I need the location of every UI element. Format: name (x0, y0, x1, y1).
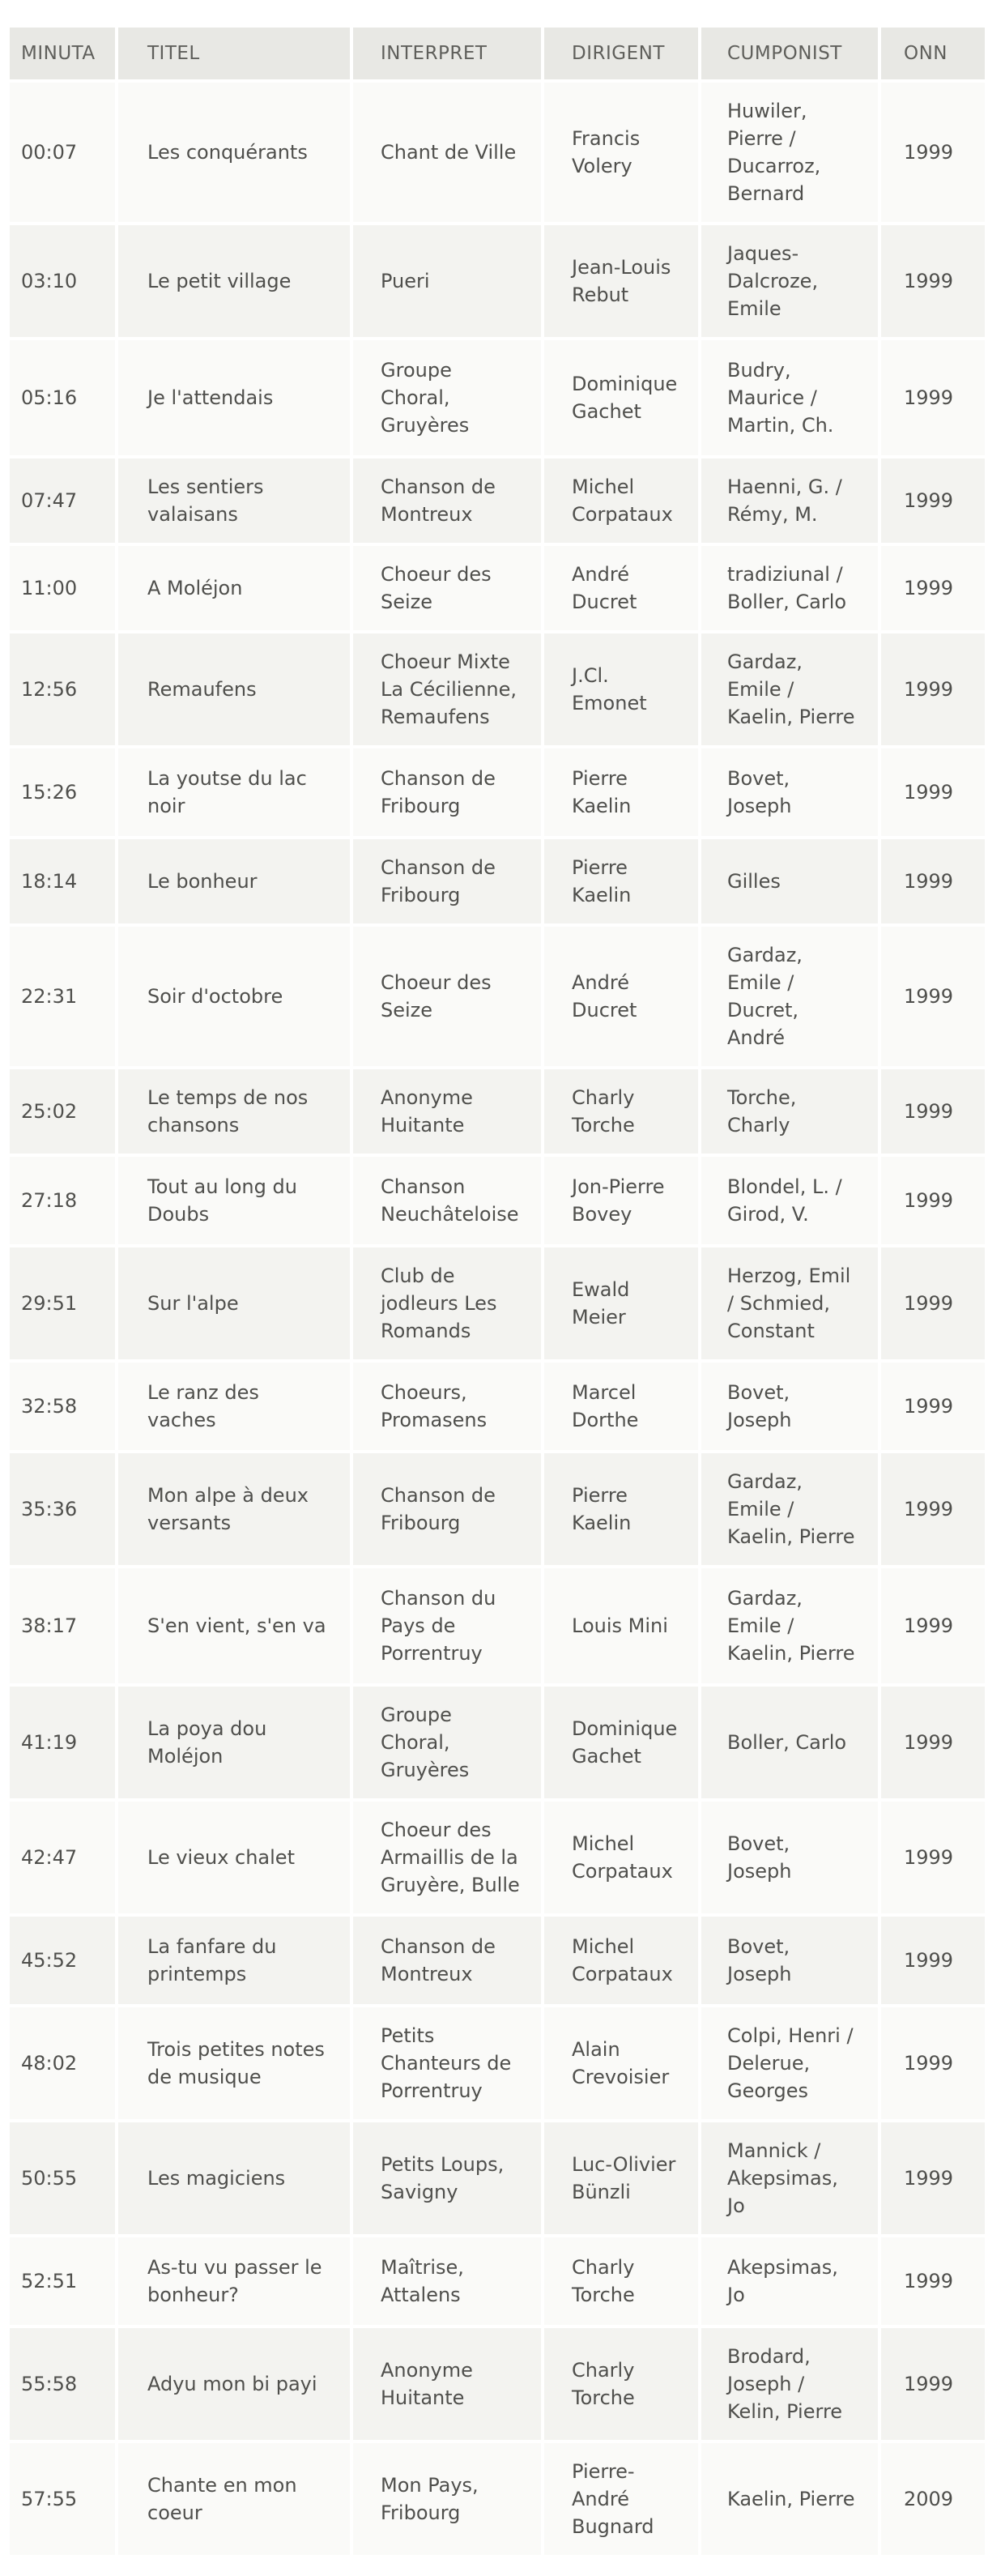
table-row (10, 337, 985, 455)
cell-interpret: Chanson de Fribourg (353, 1450, 541, 1565)
cell-interpret: Anonyme Huitante (353, 1066, 541, 1154)
cell-titel: Adyu mon bi payi (118, 2325, 350, 2440)
cell-dirigent: Charly Torche (544, 1066, 698, 1154)
cell-dirigent: Dominique Gachet (544, 337, 698, 455)
cell-interpret: Groupe Choral, Gruyères (353, 1683, 541, 1798)
cell-dirigent: André Ducret (544, 543, 698, 630)
cell-minuta: 03:10 (10, 222, 115, 337)
cell-cumponist: Colpi, Henri / Delerue, Georges (701, 2004, 878, 2119)
cell-interpret: Chanson de Fribourg (353, 836, 541, 923)
table-row (10, 1565, 985, 1683)
table-row (10, 745, 985, 836)
cell-minuta: 11:00 (10, 543, 115, 630)
cell-cumponist: Akepsimas, Jo (701, 2234, 878, 2325)
cell-onn: 1999 (881, 923, 985, 1066)
cell-minuta: 38:17 (10, 1565, 115, 1683)
cell-minuta: 05:16 (10, 337, 115, 455)
cell-cumponist: Kaelin, Pierre (701, 2440, 878, 2555)
table-row (10, 1450, 985, 1565)
cell-minuta: 27:18 (10, 1154, 115, 1244)
cell-onn: 1999 (881, 1359, 985, 1450)
table-row (10, 2234, 985, 2325)
cell-cumponist: Mannick / Akepsimas, Jo (701, 2119, 878, 2234)
cell-interpret: Chanson de Montreux (353, 1913, 541, 2004)
cell-titel: Le bonheur (118, 836, 350, 923)
cell-interpret: Choeurs, Promasens (353, 1359, 541, 1450)
cell-minuta: 29:51 (10, 1244, 115, 1359)
cell-interpret: Mon Pays, Fribourg (353, 2440, 541, 2555)
cell-dirigent: Michel Corpataux (544, 1798, 698, 1913)
cell-dirigent: Pierre-André Bugnard (544, 2440, 698, 2555)
cell-interpret: Chant de Ville (353, 79, 541, 222)
table-row (10, 1244, 985, 1359)
cell-titel: Soir d'octobre (118, 923, 350, 1066)
cell-interpret: Club de jodleurs Les Romands (353, 1244, 541, 1359)
cell-cumponist: Herzog, Emil / Schmied, Constant (701, 1244, 878, 1359)
cell-onn: 1999 (881, 1450, 985, 1565)
cell-onn: 1999 (881, 222, 985, 337)
cell-titel: Sur l'alpe (118, 1244, 350, 1359)
cell-interpret: Choeur des Seize (353, 923, 541, 1066)
cell-dirigent: Pierre Kaelin (544, 1450, 698, 1565)
table-row (10, 1359, 985, 1450)
cell-titel: Remaufens (118, 630, 350, 745)
cell-onn: 1999 (881, 1244, 985, 1359)
cell-cumponist: Bovet, Joseph (701, 1359, 878, 1450)
cell-minuta: 35:36 (10, 1450, 115, 1565)
cell-titel: Le ranz des vaches (118, 1359, 350, 1450)
cell-cumponist: Blondel, L. / Girod, V. (701, 1154, 878, 1244)
table-row (10, 2325, 985, 2440)
cell-minuta: 52:51 (10, 2234, 115, 2325)
cell-minuta: 07:47 (10, 455, 115, 543)
cell-cumponist: Gardaz, Emile / Kaelin, Pierre (701, 1565, 878, 1683)
cell-onn: 1999 (881, 337, 985, 455)
cell-cumponist: Brodard, Joseph / Kelin, Pierre (701, 2325, 878, 2440)
cell-minuta: 00:07 (10, 79, 115, 222)
cell-cumponist: Gardaz, Emile / Ducret, André (701, 923, 878, 1066)
cell-interpret: Maîtrise, Attalens (353, 2234, 541, 2325)
cell-interpret: Chanson du Pays de Porrentruy (353, 1565, 541, 1683)
cell-onn: 1999 (881, 1066, 985, 1154)
cell-titel: As-tu vu passer le bonheur? (118, 2234, 350, 2325)
cell-titel: Le temps de nos chansons (118, 1066, 350, 1154)
cell-minuta: 25:02 (10, 1066, 115, 1154)
cell-minuta: 42:47 (10, 1798, 115, 1913)
cell-cumponist: Gardaz, Emile / Kaelin, Pierre (701, 1450, 878, 1565)
cell-titel: La poya dou Moléjon (118, 1683, 350, 1798)
cell-titel: Tout au long du Doubs (118, 1154, 350, 1244)
column-header-minuta: MINUTA (10, 24, 115, 79)
column-header-dirigent: DIRIGENT (544, 24, 698, 79)
cell-minuta: 48:02 (10, 2004, 115, 2119)
tracklist-container (8, 24, 980, 2555)
cell-onn: 1999 (881, 1565, 985, 1683)
table-row (10, 836, 985, 923)
cell-dirigent: Michel Corpataux (544, 1913, 698, 2004)
cell-dirigent: Charly Torche (544, 2325, 698, 2440)
cell-interpret: Anonyme Huitante (353, 2325, 541, 2440)
cell-titel: Le petit village (118, 222, 350, 337)
cell-minuta: 55:58 (10, 2325, 115, 2440)
column-header-cumponist: CUMPONIST (701, 24, 878, 79)
cell-dirigent: Ewald Meier (544, 1244, 698, 1359)
cell-titel: Chante en mon coeur (118, 2440, 350, 2555)
cell-dirigent: Jon-Pierre Bovey (544, 1154, 698, 1244)
cell-interpret: Choeur des Seize (353, 543, 541, 630)
cell-onn: 2009 (881, 2440, 985, 2555)
cell-cumponist: Huwiler, Pierre / Ducarroz, Bernard (701, 79, 878, 222)
cell-onn: 1999 (881, 1798, 985, 1913)
cell-dirigent: Michel Corpataux (544, 455, 698, 543)
cell-titel: Les magiciens (118, 2119, 350, 2234)
cell-onn: 1999 (881, 1154, 985, 1244)
cell-cumponist: Torche, Charly (701, 1066, 878, 1154)
cell-interpret: Petits Loups, Savigny (353, 2119, 541, 2234)
table-row (10, 1798, 985, 1913)
cell-dirigent: Charly Torche (544, 2234, 698, 2325)
table-header (10, 24, 985, 79)
cell-dirigent: Pierre Kaelin (544, 836, 698, 923)
cell-titel: A Moléjon (118, 543, 350, 630)
table-row (10, 222, 985, 337)
cell-interpret: Petits Chanteurs de Porrentruy (353, 2004, 541, 2119)
cell-cumponist: Budry, Maurice / Martin, Ch. (701, 337, 878, 455)
table-row (10, 543, 985, 630)
cell-interpret: Chanson Neuchâteloise (353, 1154, 541, 1244)
table-row (10, 1066, 985, 1154)
cell-cumponist: Jaques-Dalcroze, Emile (701, 222, 878, 337)
cell-minuta: 41:19 (10, 1683, 115, 1798)
cell-titel: Les conquérants (118, 79, 350, 222)
header-row (10, 24, 985, 79)
cell-dirigent: J.Cl. Emonet (544, 630, 698, 745)
cell-interpret: Chanson de Fribourg (353, 745, 541, 836)
cell-titel: La fanfare du printemps (118, 1913, 350, 2004)
table-row (10, 1154, 985, 1244)
cell-interpret: Groupe Choral, Gruyères (353, 337, 541, 455)
cell-cumponist: Bovet, Joseph (701, 745, 878, 836)
column-header-titel: TITEL (118, 24, 350, 79)
table-row (10, 79, 985, 222)
cell-onn: 1999 (881, 2004, 985, 2119)
cell-titel: S'en vient, s'en va (118, 1565, 350, 1683)
cell-minuta: 45:52 (10, 1913, 115, 2004)
column-header-onn: ONN (881, 24, 985, 79)
cell-onn: 1999 (881, 836, 985, 923)
cell-cumponist: Haenni, G. / Rémy, M. (701, 455, 878, 543)
cell-onn: 1999 (881, 1913, 985, 2004)
table-row (10, 2004, 985, 2119)
cell-titel: La youtse du lac noir (118, 745, 350, 836)
cell-onn: 1999 (881, 2119, 985, 2234)
cell-interpret: Pueri (353, 222, 541, 337)
cell-minuta: 15:26 (10, 745, 115, 836)
cell-cumponist: tradiziunal / Boller, Carlo (701, 543, 878, 630)
cell-onn: 1999 (881, 2325, 985, 2440)
cell-onn: 1999 (881, 455, 985, 543)
table-row (10, 2440, 985, 2555)
cell-interpret: Chanson de Montreux (353, 455, 541, 543)
column-header-interpret: INTERPRET (353, 24, 541, 79)
cell-onn: 1999 (881, 745, 985, 836)
cell-minuta: 57:55 (10, 2440, 115, 2555)
table-row (10, 1913, 985, 2004)
cell-dirigent: Francis Volery (544, 79, 698, 222)
cell-interpret: Choeur Mixte La Cécilienne, Remaufens (353, 630, 541, 745)
cell-cumponist: Gilles (701, 836, 878, 923)
cell-dirigent: André Ducret (544, 923, 698, 1066)
cell-interpret: Choeur des Armaillis de la Gruyère, Bulle (353, 1798, 541, 1913)
cell-minuta: 18:14 (10, 836, 115, 923)
cell-titel: Mon alpe à deux versants (118, 1450, 350, 1565)
cell-dirigent: Louis Mini (544, 1565, 698, 1683)
table-row (10, 923, 985, 1066)
table-row (10, 455, 985, 543)
cell-onn: 1999 (881, 2234, 985, 2325)
cell-onn: 1999 (881, 79, 985, 222)
cell-cumponist: Bovet, Joseph (701, 1798, 878, 1913)
cell-dirigent: Dominique Gachet (544, 1683, 698, 1798)
cell-onn: 1999 (881, 630, 985, 745)
cell-onn: 1999 (881, 1683, 985, 1798)
cell-minuta: 12:56 (10, 630, 115, 745)
cell-titel: Les sentiers valaisans (118, 455, 350, 543)
table-row (10, 1683, 985, 1798)
cell-cumponist: Boller, Carlo (701, 1683, 878, 1798)
tracklist-table (6, 24, 988, 2555)
cell-cumponist: Bovet, Joseph (701, 1913, 878, 2004)
table-row (10, 630, 985, 745)
cell-minuta: 32:58 (10, 1359, 115, 1450)
table-row (10, 2119, 985, 2234)
table-body (10, 79, 985, 2555)
cell-dirigent: Pierre Kaelin (544, 745, 698, 836)
cell-dirigent: Luc-Olivier Bünzli (544, 2119, 698, 2234)
cell-dirigent: Marcel Dorthe (544, 1359, 698, 1450)
cell-titel: Trois petites notes de musique (118, 2004, 350, 2119)
cell-minuta: 22:31 (10, 923, 115, 1066)
cell-dirigent: Alain Crevoisier (544, 2004, 698, 2119)
cell-titel: Le vieux chalet (118, 1798, 350, 1913)
cell-minuta: 50:55 (10, 2119, 115, 2234)
cell-onn: 1999 (881, 543, 985, 630)
cell-titel: Je l'attendais (118, 337, 350, 455)
cell-cumponist: Gardaz, Emile / Kaelin, Pierre (701, 630, 878, 745)
cell-dirigent: Jean-Louis Rebut (544, 222, 698, 337)
